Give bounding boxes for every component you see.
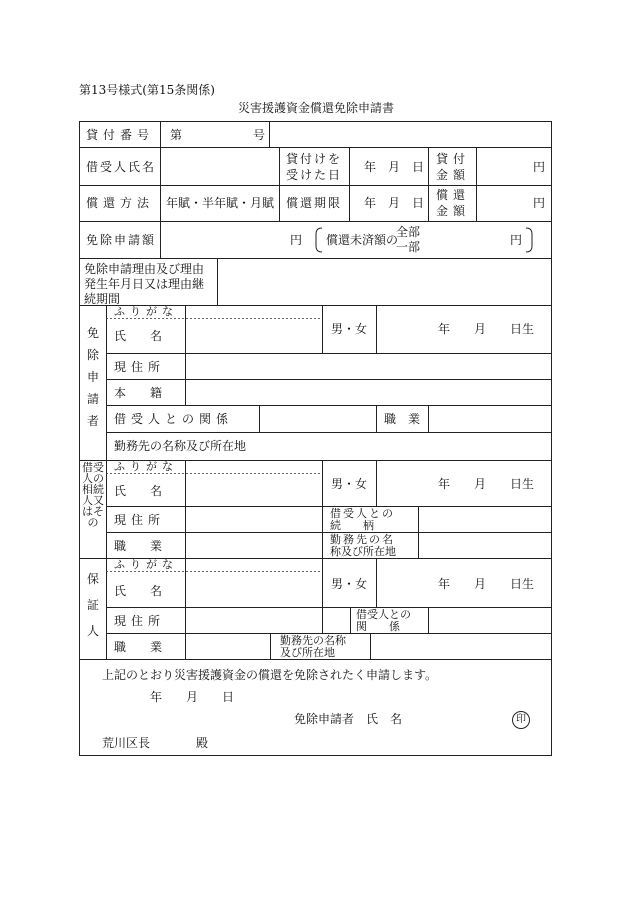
loan-no-label: 貸付番号 xyxy=(86,128,155,142)
applicant-furigana: ふりがな xyxy=(114,305,178,318)
heir-relation-1: 借受人との xyxy=(330,507,395,520)
guarantor-birth: 年 月 日生 xyxy=(438,577,535,591)
guarantor-name-label: 氏 名 xyxy=(114,584,163,598)
guarantor-side-label: 保証人 xyxy=(86,572,99,638)
heir-workplace-2: 称及び所在地 xyxy=(330,545,396,558)
guarantor-occupation-label: 職 業 xyxy=(114,640,163,654)
guarantor-gender: 男・女 xyxy=(331,577,368,591)
loan-no-dai: 第 xyxy=(170,128,183,142)
applicant-birth: 年 月 日生 xyxy=(438,322,535,336)
repay-method-label: 償還方法 xyxy=(86,196,155,210)
applicant-occupation-label: 職 業 xyxy=(384,412,421,426)
heir-furigana: ふりがな xyxy=(114,460,178,473)
exempt-amount-label: 免除申請額 xyxy=(86,233,157,247)
heir-occupation-label: 職 業 xyxy=(114,539,163,553)
repay-period-ymd: 年 月 日 xyxy=(364,196,425,210)
reason-label-2: 発生年月日又は理由継 xyxy=(84,277,205,291)
guarantor-relation-1: 借受人との xyxy=(356,608,411,621)
unpaid-yen: 円 xyxy=(510,233,523,247)
loan-amount-label-1: 貸付 xyxy=(436,152,471,166)
loan-no-go: 号 xyxy=(253,128,266,142)
repay-amount-label-2: 金額 xyxy=(436,204,471,218)
repay-period-label: 償還期限 xyxy=(286,196,343,210)
applicant-gender: 男・女 xyxy=(331,322,368,336)
form-title: 災害援護資金償還免除申請書 xyxy=(238,101,395,115)
unpaid-all: 全部 xyxy=(396,225,421,239)
loan-date-ymd: 年 月 日 xyxy=(364,160,425,174)
heir-address-label: 現住所 xyxy=(114,513,166,527)
repay-amount-yen: 円 xyxy=(533,196,546,210)
loan-date-label-1: 貸付けを xyxy=(286,152,343,166)
addressee-dono: 殿 xyxy=(196,736,209,750)
exempt-amount-yen: 円 xyxy=(290,233,303,247)
heir-birth: 年 月 日生 xyxy=(438,477,535,491)
addressee: 荒川区長 xyxy=(102,736,151,750)
applicant-name-signature-label: 免除申請者 氏 名 xyxy=(294,712,403,726)
reason-label-1: 免除申請理由及び理由 xyxy=(84,262,205,276)
guarantor-workplace-2: 及び所在地 xyxy=(280,646,335,659)
loan-amount-label-2: 金額 xyxy=(436,168,471,182)
guarantor-furigana: ふりがな xyxy=(114,558,178,571)
guarantor-workplace-1: 勤務先の名称 xyxy=(280,634,346,647)
heir-gender: 男・女 xyxy=(331,477,368,491)
heir-name-label: 氏 名 xyxy=(114,484,163,498)
applicant-relation-label: 借受人との関係 xyxy=(114,412,234,426)
applicant-name-label: 氏 名 xyxy=(114,329,163,343)
repay-method-value: 年賦・半年賦・月賦 xyxy=(166,196,275,210)
form-number: 第13号様式(第15条関係) xyxy=(79,83,215,97)
heir-workplace-1: 勤務先の名 xyxy=(330,533,395,546)
borrower-name-label: 借受人氏名 xyxy=(86,160,157,174)
applicant-address-label: 現住所 xyxy=(114,360,166,374)
loan-date-label-2: 受けた日 xyxy=(286,168,343,182)
statement: 上記のとおり災害援護資金の償還を免除されたく申請します。 xyxy=(102,668,438,682)
applicant-side-label: 免除申請者 xyxy=(86,326,99,428)
guarantor-relation-2: 関 係 xyxy=(356,620,400,633)
applicant-honseki-label: 本 籍 xyxy=(114,386,163,400)
seal-mark: 印 xyxy=(512,711,530,729)
repay-amount-label-1: 償還 xyxy=(436,188,471,202)
application-date: 年 月 日 xyxy=(150,690,235,704)
guarantor-address-label: 現住所 xyxy=(114,614,166,628)
unpaid-label: 償還未済額の xyxy=(326,233,399,247)
loan-amount-yen: 円 xyxy=(533,160,546,174)
reason-label-3: 続期間 xyxy=(84,292,121,306)
applicant-workplace-label: 勤務先の名称及び所在地 xyxy=(114,439,247,453)
heir-relation-2: 続 柄 xyxy=(330,519,374,532)
unpaid-part: 一部 xyxy=(396,240,421,254)
heir-side-label: 借受人の相続人又はその xyxy=(82,461,104,529)
